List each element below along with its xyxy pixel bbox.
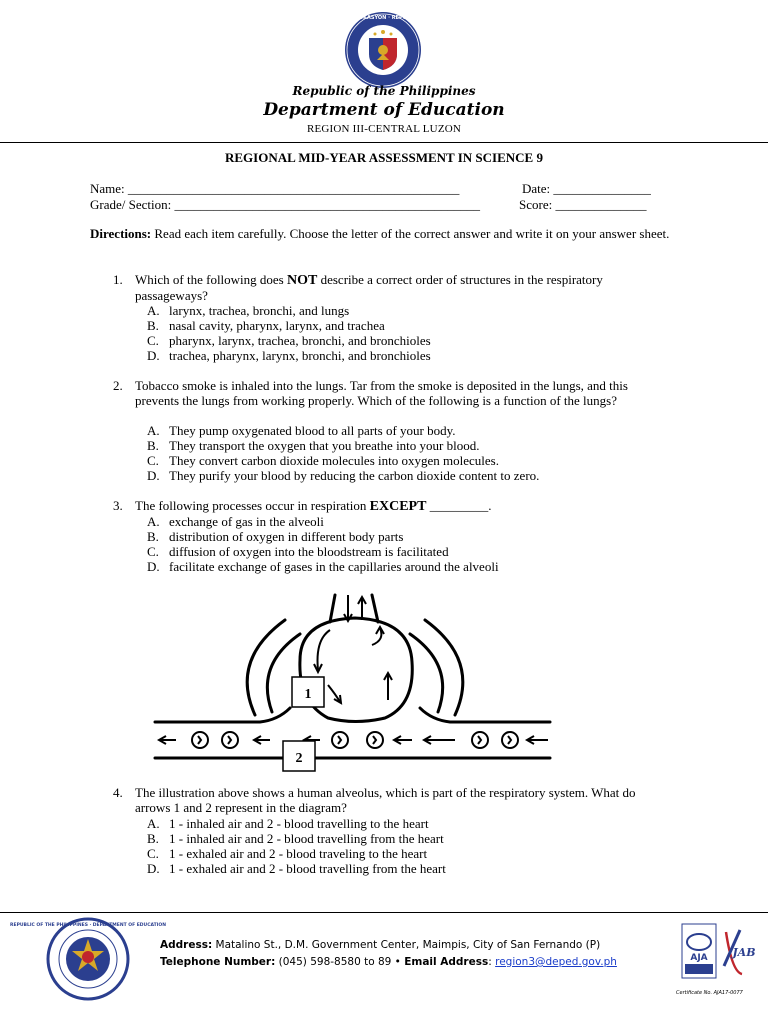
footer-contact	[160, 937, 617, 971]
option-item: D. facilitate exchange of gases in the capillaries around the alveoli	[147, 559, 499, 574]
question-2	[113, 378, 673, 408]
assessment-title: REGIONAL MID-YEAR ASSESSMENT IN SCIENCE 9	[225, 150, 543, 165]
option-item: A. larynx, trachea, bronchi, and lungs	[147, 303, 350, 318]
aja-badge-text: AJA	[690, 953, 708, 963]
option-item: D. They purify your blood by reducing the carbon dioxide content to zero.	[147, 468, 540, 483]
seal-text: KAGAWARAN NG EDUKASYON · REPUBLIKA NG PILIPINAS	[303, 15, 463, 21]
question-3-options	[147, 514, 499, 574]
score-field: Score: ______________	[519, 197, 647, 212]
question-text: The illustration above shows a human alveolus, which is part of the respiratory system. What do arrows 1 and 2 represent in the diagram?	[135, 785, 636, 815]
option-item: B. nasal cavity, pharynx, larynx, and trachea	[147, 318, 385, 333]
option-item: D. 1 - exhaled air and 2 - blood travelling from the heart	[147, 861, 446, 876]
alveolus-neck-right	[372, 595, 378, 622]
alveolus-diagram	[150, 590, 560, 780]
footer-address-line: Address: Matalino St., D.M. Government Center, Maimpis, City of San Fernando (P)	[160, 939, 601, 951]
capillary-top-left	[155, 708, 290, 722]
option-item: C. 1 - exhaled air and 2 - blood traveling to the heart	[147, 846, 428, 861]
question-4-options	[147, 816, 446, 876]
footer-phone-line: Telephone Number: (045) 598-8580 to 89 • Email Address: region3@deped.gov.ph	[160, 956, 617, 968]
deped-seal-logo	[303, 10, 463, 90]
republic-heading: Republic of the Philippines	[292, 84, 476, 98]
option-item: B. 1 - inhaled air and 2 - blood travelling from the heart	[147, 831, 444, 846]
question-text: The following processes occur in respiration EXCEPT _________.	[135, 498, 492, 514]
option-item: B. distribution of oxygen in different body parts	[147, 529, 404, 544]
department-heading: Department of Education	[263, 100, 505, 120]
question-number: 3.	[113, 498, 123, 513]
date-field: Date: _______________	[522, 181, 651, 196]
alveolus-neck-left	[330, 595, 335, 622]
question-number: 2.	[113, 378, 123, 393]
option-item: C. pharynx, larynx, trachea, bronchi, and bronchioles	[147, 333, 431, 348]
outer-arc-right-1	[425, 620, 463, 715]
directions	[90, 226, 690, 241]
blood-cells	[159, 732, 548, 748]
option-item: C. diffusion of oxygen into the bloodstream is facilitated	[147, 544, 449, 559]
question-3	[113, 498, 673, 514]
question-1	[113, 272, 673, 303]
option-item: A. 1 - inhaled air and 2 - blood travelling to the heart	[147, 816, 429, 831]
header-divider	[0, 142, 768, 143]
footer-divider	[0, 912, 768, 913]
airflow-arrows	[314, 595, 392, 703]
label-2: 2	[295, 751, 303, 766]
question-4	[113, 785, 673, 815]
directions-text: Read each item carefully. Choose the letter of the correct answer and write it on your answer sheet.	[151, 226, 670, 241]
option-item: A. They pump oxygenated blood to all parts of your body.	[147, 423, 456, 438]
option-item: D. trachea, pharynx, larynx, bronchi, and bronchioles	[147, 348, 431, 363]
name-field: Name: ___________________________________________________	[90, 181, 460, 196]
outer-arc-right-2	[410, 634, 443, 712]
email-link[interactable]: region3@deped.gov.ph	[495, 956, 617, 968]
question-text: Which of the following does NOT describe a correct order of structures in the respiratory passageways?	[135, 272, 603, 303]
question-number: 4.	[113, 785, 123, 800]
question-text: Tobacco smoke is inhaled into the lungs. Tar from the smoke is deposited in the lungs, and this prevents the lungs from working properly. Which of the following is a function of the lungs?	[135, 378, 628, 408]
footer-seal-text: REPUBLIC OF THE PHILIPPINES · DEPARTMENT OF EDUCATION	[10, 923, 166, 928]
certificate-number: Certificate No. AJA17-0077	[676, 990, 743, 996]
label-1: 1	[304, 687, 312, 702]
directions-label: Directions:	[90, 226, 152, 241]
question-2-options	[147, 423, 539, 483]
certification-logos	[682, 922, 762, 992]
option-item: C. They convert carbon dioxide molecules into oxygen molecules.	[147, 453, 499, 468]
deped-region-seal-logo	[10, 915, 166, 1003]
question-1-options	[147, 303, 431, 363]
jab-logo-text: JAB	[732, 946, 756, 959]
question-number: 1.	[113, 272, 123, 287]
option-item: B. They transport the oxygen that you breathe into your blood.	[147, 438, 480, 453]
grade-section-field: Grade/ Section: _______________________________________________	[90, 197, 480, 212]
outer-arc-left-1	[247, 620, 285, 715]
region-heading: REGION III-CENTRAL LUZON	[306, 123, 462, 135]
option-item: A. exchange of gas in the alveoli	[147, 514, 324, 529]
